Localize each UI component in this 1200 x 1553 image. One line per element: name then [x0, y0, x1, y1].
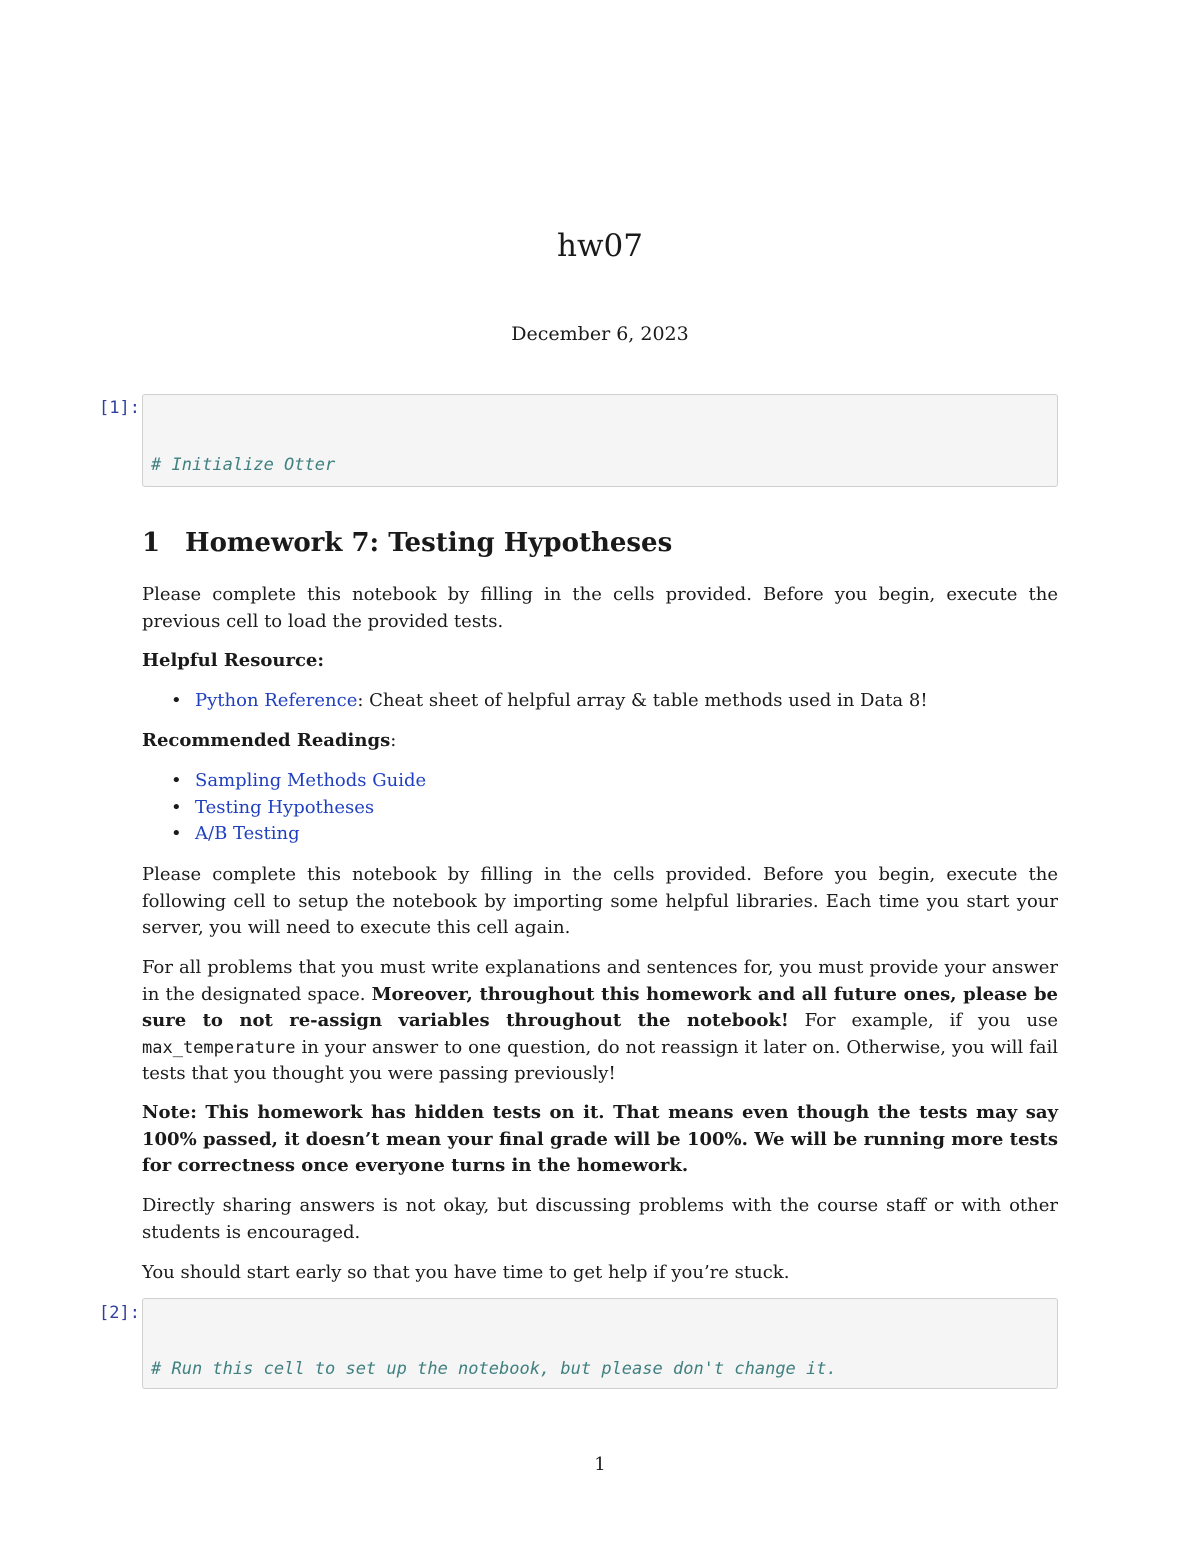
helpful-resource-list — [142, 688, 1058, 715]
document-title: hw07 — [557, 228, 643, 264]
ab-testing-link[interactable]: A/B Testing — [195, 823, 300, 844]
helpful-resource-label: Helpful Resource: — [142, 650, 324, 671]
variable-name: max_temperature — [142, 1037, 296, 1058]
start-early-paragraph: You should start early so that you have time to get help if you’re stuck. — [142, 1262, 790, 1283]
code-comment: # Run this cell to set up the notebook, but please don't change it. — [151, 1359, 837, 1379]
list-item — [142, 821, 1058, 848]
section-heading — [142, 528, 1058, 558]
cell-2-prompt: [2]: — [99, 1303, 140, 1323]
sampling-methods-guide-link[interactable]: Sampling Methods Guide — [195, 770, 427, 791]
note-paragraph: Note: This homework has hidden tests on it. That means even though the tests may say 100% passed, it doesn’t mean your final grade will be 100%. We will be running more tests for correctness once everyone turns in the homework. — [142, 1102, 1058, 1176]
page-number: 1 — [594, 1454, 606, 1475]
problems-paragraph: For all problems that you must write explanations and sentences for, you must provide your answer in the designated space. Moreover, throughout this homework and all future ones, please be sure to not re-assign variables throughout the notebook! For example, if you use max_temperature in your answer to one question, do not reassign it later on. Otherwise, you will fail tests that you thought you were passing previously! — [142, 957, 1058, 1084]
setup-paragraph: Please complete this notebook by filling in the cells provided. Before you begin, execute the following cell to setup the notebook by importing some helpful libraries. Each time you start your server, you will need to execute this cell again. — [142, 864, 1058, 938]
testing-hypotheses-link[interactable]: Testing Hypotheses — [195, 796, 375, 818]
list-item — [142, 768, 1058, 795]
section-title: Homework 7: Testing Hypotheses — [185, 528, 673, 558]
cell-1-prompt: [1]: — [99, 398, 140, 418]
intro-paragraph: Please complete this notebook by filling in the cells provided. Before you begin, execute the previous cell to load the provided tests. — [142, 584, 1058, 632]
document-date: December 6, 2023 — [511, 323, 689, 345]
code-cell-2[interactable] — [142, 1298, 1058, 1389]
code-cell-1[interactable] — [142, 394, 1058, 487]
python-reference-link[interactable]: Python Reference — [195, 690, 358, 711]
list-item: • Python Reference: Cheat sheet of helpful array & table methods used in Data 8! — [142, 688, 1058, 715]
list-item — [142, 795, 1058, 822]
section-number: 1 — [142, 528, 161, 558]
readings-list — [142, 768, 1058, 848]
sharing-paragraph: Directly sharing answers is not okay, but discussing problems with the course staff or with other students is encouraged. — [142, 1195, 1058, 1243]
code-comment: # Initialize Otter — [151, 455, 336, 475]
recommended-readings-label: Recommended Readings: — [142, 730, 397, 751]
